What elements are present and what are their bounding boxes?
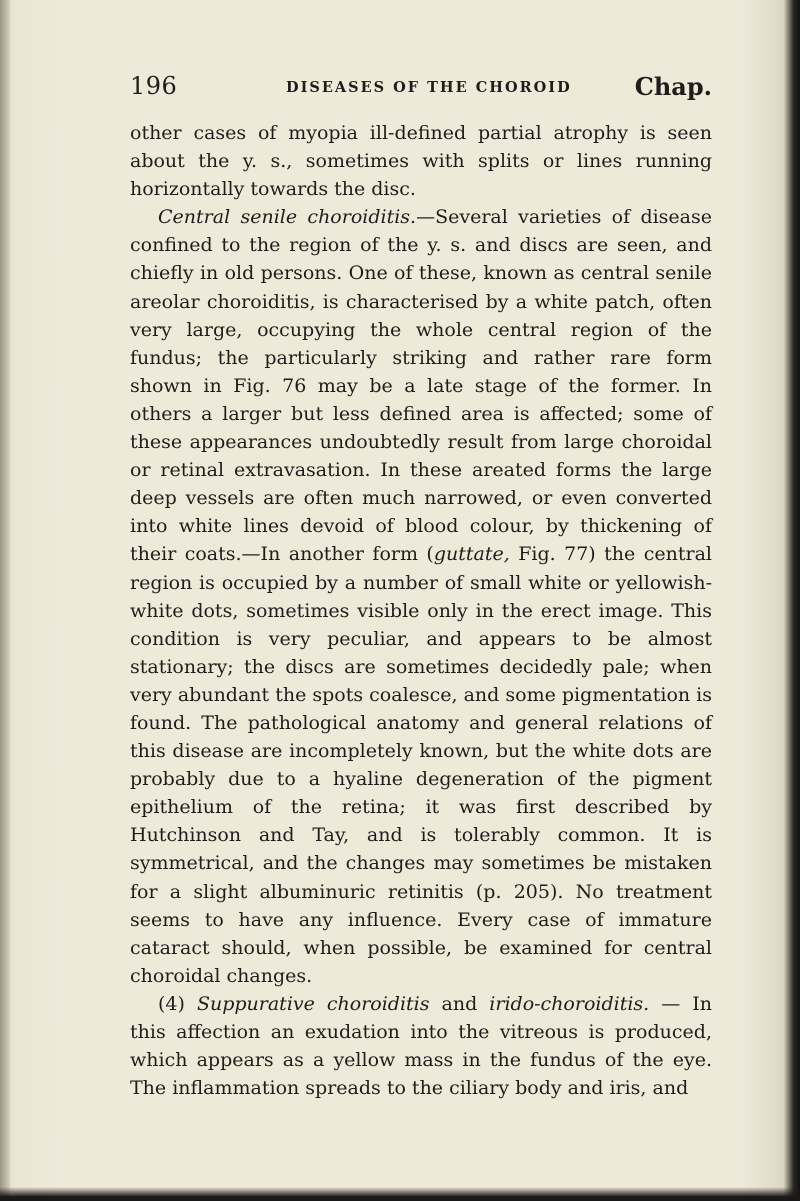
paragraph-text: —Several varieties of disease confined to the region of the y. s. and discs are seen, and chiefly in old persons. One of these, known as central senile areolar choroiditis, is characterised by a white patch, often very large, occupying the whole central region of the fundus; the particularly striking and rather rare form shown in Fig. 76 may be a late stage of the former. In others a larger but less defined area is affected; some of these appearances undoubtedly result from large choroidal or retinal extravasation. In these areated forms the large deep vessels are often much narrowed, or even converted into white lines devoid of blood colour, by thickening of their coats.—In another form (	[130, 206, 712, 566]
paragraph-text: — In this affection an exudation into the vitreous is produced, which appears as a yellow mass in the fundus of the eye. The inflammation spreads to the ciliary body and iris, and	[130, 992, 713, 1100]
chapter-label: Chap.	[634, 72, 712, 101]
section-number: (4)	[158, 992, 185, 1015]
page-number: 196	[130, 72, 178, 100]
paragraph-1	[130, 119, 712, 203]
page-edge-shadow	[784, 0, 800, 1201]
paragraph-text: other cases of myopia ill-defined partial atrophy is seen about the y. s., sometimes with splits or lines running horizontally towards the disc.	[130, 122, 712, 201]
section-heading-2: irido-choroiditis.	[489, 992, 650, 1015]
italic-term: guttate,	[433, 543, 510, 566]
section-heading: Suppurative choroiditis	[196, 992, 430, 1015]
body-text	[130, 119, 712, 1102]
paragraph-2	[130, 203, 712, 990]
section-heading: Central senile choroiditis.	[158, 206, 417, 229]
paragraph-text: Fig. 77) the central region is occupied by a number of small white or yellowish-white dots, sometimes visible only in the erect image. This condition is very peculiar, and appears to be almost stationary; the discs are sometimes decidedly pale; when very abundant the spots coalesce, and some pigmentation is found. The pathological anatomy and general relations of this disease are incompletely known, but the white dots are probably due to a hyaline degeneration of the pigment epithelium of the retina; it was first described by Hutchinson and Tay, and is tolerably common. It is symmetrical, and the changes may sometimes be mistaken for a slight albuminuric retinitis (p. 205). No treatment seems to have any influence. Every case of immature cataract should, when possible, be examined for central choroidal changes.	[130, 543, 712, 987]
binding-gutter	[0, 0, 10, 1201]
bottom-edge-shadow	[0, 1187, 800, 1201]
page-header	[130, 72, 712, 108]
heading-connector: and	[429, 992, 490, 1015]
running-title: DISEASES OF THE CHOROID	[286, 79, 572, 96]
paragraph-3	[130, 990, 712, 1102]
